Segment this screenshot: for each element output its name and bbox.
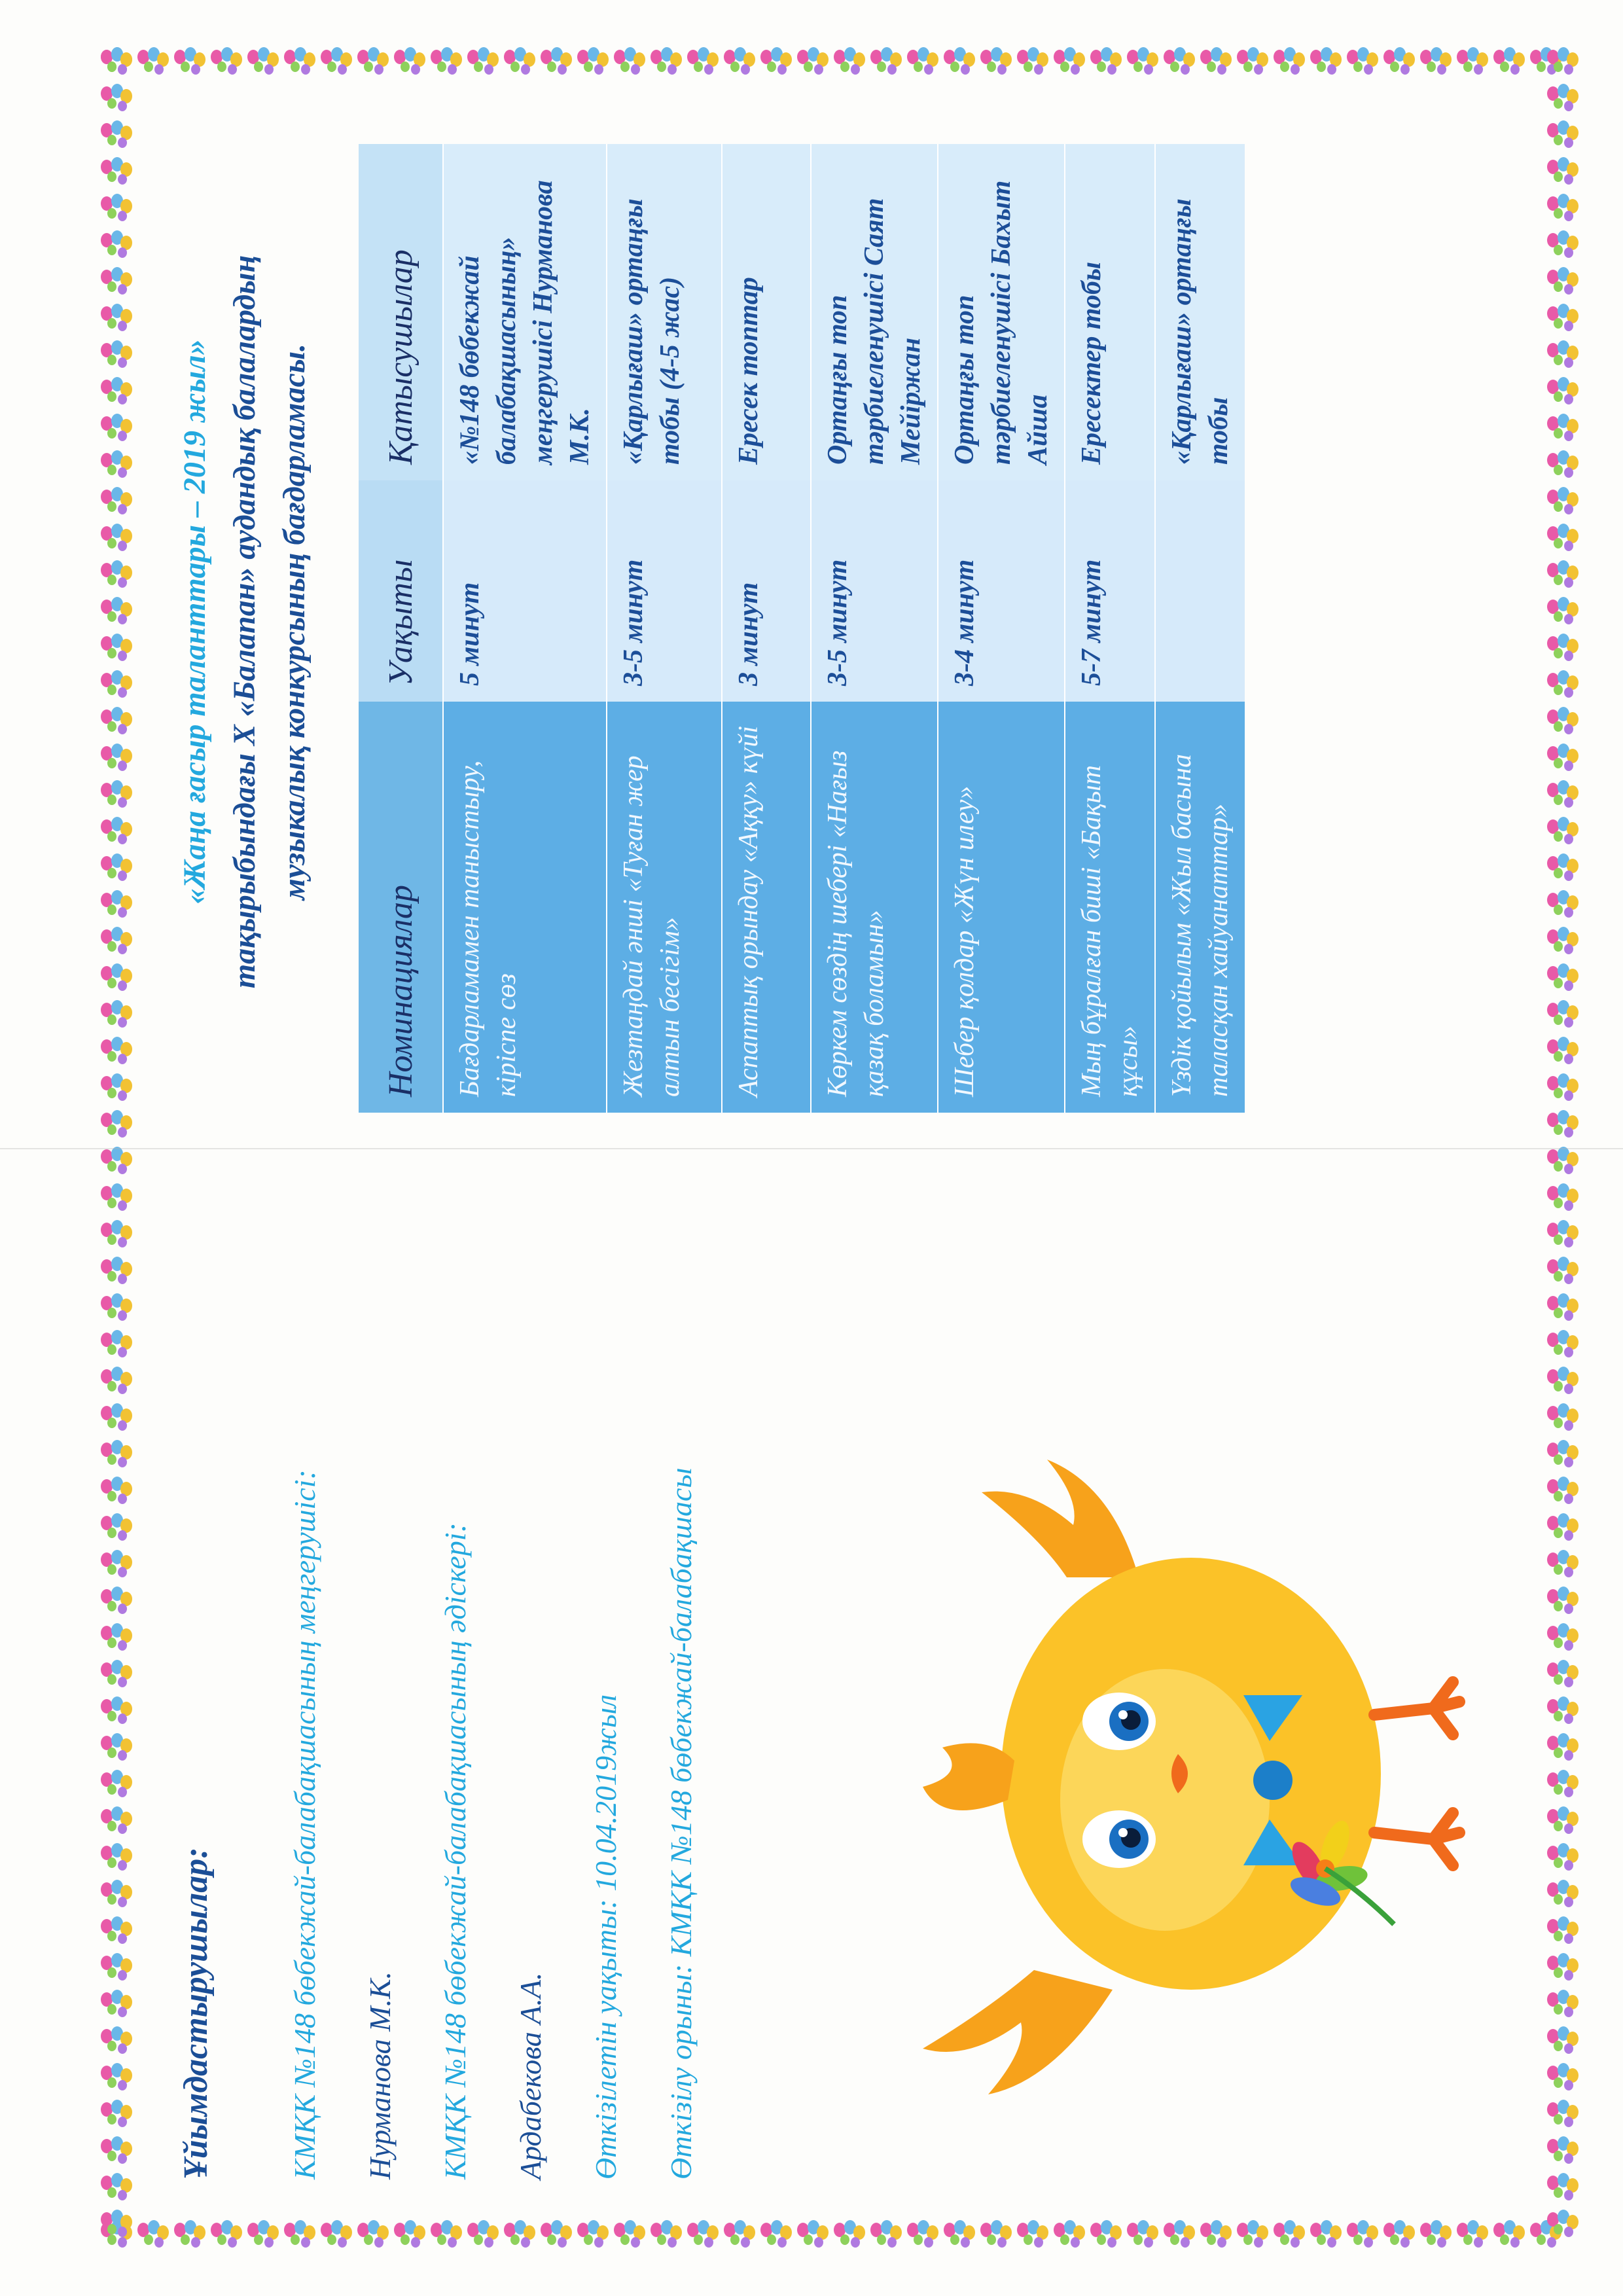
- balloon-border-icon: [721, 46, 758, 82]
- balloon-border-icon: [1491, 46, 1527, 82]
- balloon-border-icon: [465, 2219, 501, 2255]
- balloon-border-icon: [1544, 1805, 1581, 1842]
- event-venue: Өткізілу орыны: КМҚК №148 бөбекжай-балабақшасы: [664, 1467, 698, 2179]
- cell-nomination: Үздік қойылым «Жыл басына таласқан хайуанаттар»: [1155, 702, 1245, 1113]
- balloon-border-icon: [538, 2219, 575, 2255]
- balloon-border-icon: [428, 2219, 465, 2255]
- balloon-border-icon: [868, 46, 904, 82]
- cell-time: 3-5 минут: [811, 480, 938, 702]
- balloon-border-icon: [98, 376, 135, 412]
- balloon-border-icon: [1418, 46, 1454, 82]
- balloon-border-icon: [685, 46, 721, 82]
- balloon-border-icon: [1308, 2219, 1344, 2255]
- cell-nomination: Мың бұралған биші «Бақыт құсы»: [1065, 702, 1155, 1113]
- balloon-border-icon: [758, 46, 794, 82]
- balloon-border-icon: [98, 1585, 135, 1622]
- balloon-border-right: [1544, 46, 1584, 2258]
- balloon-border-icon: [648, 46, 685, 82]
- balloon-border-icon: [98, 1109, 135, 1145]
- balloon-border-icon: [794, 46, 831, 82]
- balloon-border-icon: [1544, 1768, 1581, 1805]
- balloon-border-icon: [1544, 1549, 1581, 1585]
- balloon-border-icon: [648, 2219, 685, 2255]
- balloon-border-icon: [1051, 46, 1088, 82]
- cell-time: 5-7 минут: [1065, 480, 1155, 702]
- balloon-border-icon: [1544, 706, 1581, 742]
- balloon-border-icon: [245, 46, 281, 82]
- balloon-border-icon: [98, 1475, 135, 1512]
- balloon-border-icon: [171, 2219, 208, 2255]
- program-table: [359, 144, 1245, 1113]
- balloon-border-icon: [208, 2219, 245, 2255]
- balloon-border-icon: [1544, 1035, 1581, 1072]
- cell-participants: Ортаңғы топ тәрбиеленушісі Бахыт Айша: [938, 144, 1065, 480]
- balloon-border-icon: [98, 779, 135, 816]
- balloon-border-icon: [98, 46, 135, 82]
- balloon-border-icon: [1544, 999, 1581, 1035]
- balloon-border-icon: [794, 2219, 831, 2255]
- balloon-border-icon: [1124, 2219, 1161, 2255]
- balloon-border-icon: [575, 46, 611, 82]
- balloon-border-icon: [318, 46, 355, 82]
- balloon-border-icon: [1014, 2219, 1051, 2255]
- balloon-border-icon: [98, 1695, 135, 1732]
- balloon-border-icon: [721, 2219, 758, 2255]
- cell-time: 3-4 минут: [938, 480, 1065, 702]
- balloon-border-icon: [1544, 1622, 1581, 1659]
- cell-nomination: Жезтаңдай әнші «Туған жер алтын бесігім»: [607, 702, 722, 1113]
- program-title: [157, 131, 319, 1113]
- balloon-border-icon: [1198, 46, 1234, 82]
- cell-participants: Ересек топтар: [722, 144, 811, 480]
- balloon-border-icon: [1544, 1695, 1581, 1732]
- balloon-border-icon: [1088, 2219, 1124, 2255]
- balloon-border-icon: [1544, 522, 1581, 559]
- balloon-border-icon: [831, 46, 868, 82]
- balloon-border-icon: [1544, 925, 1581, 962]
- balloon-border-icon: [978, 2219, 1014, 2255]
- balloon-border-icon: [1544, 192, 1581, 229]
- balloon-border-icon: [98, 1659, 135, 1695]
- balloon-border-icon: [98, 2172, 135, 2208]
- balloon-border-icon: [98, 1842, 135, 1878]
- balloon-border-icon: [98, 1329, 135, 1365]
- balloon-border-icon: [98, 1292, 135, 1329]
- balloon-border-icon: [1544, 119, 1581, 156]
- balloon-border-icon: [281, 2219, 318, 2255]
- header-nominations: Номинациялар: [359, 702, 443, 1113]
- balloon-border-icon: [1544, 302, 1581, 339]
- balloon-border-icon: [1544, 1878, 1581, 1915]
- organizer-role-methodist: КМҚК №148 бөбекжай-балабақшасының әдіскері:: [438, 1522, 472, 2179]
- balloon-border-icon: [1088, 46, 1124, 82]
- balloon-border-icon: [355, 2219, 391, 2255]
- balloon-border-icon: [1544, 1292, 1581, 1329]
- balloon-border-icon: [318, 2219, 355, 2255]
- balloon-border-icon: [1544, 559, 1581, 596]
- balloon-border-icon: [1234, 2219, 1271, 2255]
- balloon-border-icon: [1308, 46, 1344, 82]
- balloon-border-icon: [1544, 1145, 1581, 1182]
- balloon-border-icon: [98, 229, 135, 266]
- balloon-border-top: [98, 46, 1584, 85]
- event-date: Өткізілетін уақыты: 10.04.2019жыл: [589, 1694, 622, 2179]
- balloon-border-icon: [1454, 46, 1491, 82]
- balloon-border-icon: [831, 2219, 868, 2255]
- balloon-border-icon: [98, 1255, 135, 1292]
- balloon-border-icon: [428, 46, 465, 82]
- balloon-border-icon: [1544, 1439, 1581, 1475]
- balloon-border-icon: [98, 1072, 135, 1109]
- table-row: [938, 144, 1065, 1113]
- balloon-border-icon: [1344, 2219, 1381, 2255]
- balloon-border-icon: [1271, 2219, 1308, 2255]
- balloon-border-icon: [1544, 1109, 1581, 1145]
- balloon-border-icon: [98, 1915, 135, 1952]
- balloon-border-icon: [1271, 46, 1308, 82]
- balloon-border-icon: [1544, 889, 1581, 925]
- balloon-border-icon: [135, 2219, 171, 2255]
- header-time: Уақыты: [359, 480, 443, 702]
- balloon-border-icon: [98, 1549, 135, 1585]
- balloon-border-icon: [1544, 156, 1581, 192]
- cell-participants: Ересектер тобы: [1065, 144, 1155, 480]
- balloon-border-icon: [1051, 2219, 1088, 2255]
- balloon-border-icon: [1491, 2219, 1527, 2255]
- balloon-border-icon: [281, 46, 318, 82]
- balloon-border-icon: [1544, 1842, 1581, 1878]
- balloon-border-icon: [245, 2219, 281, 2255]
- balloon-border-icon: [868, 2219, 904, 2255]
- balloon-border-icon: [1544, 742, 1581, 779]
- chick-right-foot: [1374, 1682, 1459, 1734]
- balloon-border-icon: [941, 46, 978, 82]
- balloon-border-icon: [1381, 46, 1418, 82]
- balloon-border-bottom: [98, 2219, 1584, 2258]
- balloon-border-icon: [1544, 1512, 1581, 1549]
- balloon-border-icon: [208, 46, 245, 82]
- balloon-border-icon: [1234, 46, 1271, 82]
- balloon-border-icon: [98, 816, 135, 852]
- balloon-border-icon: [1544, 1659, 1581, 1695]
- balloon-border-icon: [98, 1219, 135, 1255]
- balloon-border-icon: [1544, 632, 1581, 669]
- balloon-border-icon: [98, 1182, 135, 1219]
- balloon-border-icon: [1418, 2219, 1454, 2255]
- balloon-border-icon: [1544, 376, 1581, 412]
- balloon-border-icon: [135, 46, 171, 82]
- cell-participants: «Қарлығаш» ортаңғы тобы (4-5 жас): [607, 144, 722, 480]
- balloon-border-icon: [1124, 46, 1161, 82]
- balloon-border-icon: [1544, 266, 1581, 302]
- balloon-border-icon: [98, 412, 135, 449]
- balloon-border-icon: [1014, 46, 1051, 82]
- balloon-border-icon: [978, 46, 1014, 82]
- chick-tuft: [923, 1743, 1014, 1810]
- balloon-border-icon: [1544, 669, 1581, 706]
- balloon-border-icon: [98, 2135, 135, 2172]
- table-row: [1065, 144, 1155, 1113]
- balloon-border-icon: [1161, 46, 1198, 82]
- balloon-border-icon: [1544, 2062, 1581, 2098]
- balloon-border-icon: [98, 925, 135, 962]
- balloon-border-icon: [98, 632, 135, 669]
- balloon-border-icon: [501, 46, 538, 82]
- balloon-border-icon: [575, 2219, 611, 2255]
- balloon-border-icon: [904, 46, 941, 82]
- balloon-border-icon: [98, 962, 135, 999]
- chick-illustration: [772, 1420, 1492, 2140]
- balloon-border-icon: [98, 559, 135, 596]
- cell-participants: Ортаңғы топ тәрбиеленушісі Саят Мейіржан: [811, 144, 938, 480]
- balloon-border-icon: [904, 2219, 941, 2255]
- table-row: [811, 144, 938, 1113]
- balloon-border-icon: [1544, 2208, 1581, 2245]
- balloon-border-icon: [98, 596, 135, 632]
- balloon-border-icon: [1544, 2135, 1581, 2172]
- balloon-border-icon: [98, 1035, 135, 1072]
- balloon-border-icon: [98, 1365, 135, 1402]
- balloon-border-icon: [1544, 1219, 1581, 1255]
- balloon-border-icon: [98, 1952, 135, 1988]
- cell-nomination: Бағдарламамен таныстыру, кіріспе сөз: [443, 702, 607, 1113]
- balloon-border-icon: [1544, 2098, 1581, 2135]
- balloon-border-icon: [98, 302, 135, 339]
- balloon-border-icon: [1544, 1988, 1581, 2025]
- balloon-border-icon: [758, 2219, 794, 2255]
- balloon-border-icon: [98, 2098, 135, 2135]
- balloon-border-icon: [391, 46, 428, 82]
- balloon-border-icon: [98, 119, 135, 156]
- balloon-border-icon: [98, 339, 135, 376]
- balloon-border-icon: [98, 1732, 135, 1768]
- balloon-border-icon: [611, 2219, 648, 2255]
- balloon-border-icon: [1544, 1402, 1581, 1439]
- cell-nomination: Көркем сөздің шебері «Нағыз қазақ боламын»: [811, 702, 938, 1113]
- cell-nomination: Шебер қолдар «Жүн илеу»: [938, 702, 1065, 1113]
- balloon-border-icon: [98, 1439, 135, 1475]
- balloon-border-icon: [1544, 82, 1581, 119]
- balloon-border-icon: [1544, 46, 1581, 82]
- balloon-border-icon: [1544, 486, 1581, 522]
- balloon-border-icon: [941, 2219, 978, 2255]
- balloon-border-icon: [1544, 1329, 1581, 1365]
- balloon-border-icon: [98, 192, 135, 229]
- organizer-role-head: КМҚК №148 бөбекжай-балабақшасының меңгерушісі:: [288, 1469, 321, 2179]
- balloon-border-icon: [1544, 816, 1581, 852]
- balloon-border-icon: [98, 1512, 135, 1549]
- cell-time: 3-5 минут: [607, 480, 722, 702]
- table-row: [1155, 144, 1245, 1113]
- balloon-border-icon: [1544, 1475, 1581, 1512]
- chick-left-wing: [923, 1970, 1113, 2094]
- program-title-line3: музыкалық конкурсының бағдарламасы.: [277, 343, 312, 901]
- header-participants: Қатысушылар: [359, 144, 443, 480]
- balloon-border-icon: [1544, 1365, 1581, 1402]
- balloon-border-icon: [98, 2208, 135, 2245]
- cell-nomination: Аспаптық орындау «Аққу» күйі: [722, 702, 811, 1113]
- balloon-border-icon: [501, 2219, 538, 2255]
- balloon-border-icon: [98, 1878, 135, 1915]
- organizer-name-methodist: Ардабекова А.А.: [514, 1972, 547, 2179]
- balloon-border-icon: [685, 2219, 721, 2255]
- program-panel: [157, 131, 1400, 1113]
- table-row: [443, 144, 607, 1113]
- balloon-border-icon: [98, 1805, 135, 1842]
- program-title-line2: тақырыбындағы X «Балапан» аудандық балалардың: [227, 255, 262, 989]
- organizer-name-head: Нурманова М.К.: [363, 1971, 397, 2179]
- cell-time: [1155, 480, 1245, 702]
- balloon-border-icon: [1544, 2025, 1581, 2062]
- balloon-border-icon: [1544, 412, 1581, 449]
- balloon-border-icon: [98, 706, 135, 742]
- cell-participants: «Қарлығаш» ортаңғы тобы: [1155, 144, 1245, 480]
- balloon-border-icon: [1544, 1915, 1581, 1952]
- balloon-border-icon: [1544, 852, 1581, 889]
- balloon-border-icon: [98, 669, 135, 706]
- balloon-border-icon: [98, 2025, 135, 2062]
- balloon-border-icon: [1544, 1072, 1581, 1109]
- table-row: [607, 144, 722, 1113]
- balloon-border-icon: [355, 46, 391, 82]
- organizers-heading: Ұйымдастырушылар:: [177, 1847, 215, 2179]
- chick-right-wing: [982, 1460, 1139, 1577]
- balloon-border-icon: [98, 1402, 135, 1439]
- balloon-border-icon: [1544, 962, 1581, 999]
- balloon-border-icon: [98, 742, 135, 779]
- balloon-border-icon: [538, 46, 575, 82]
- balloon-border-icon: [1454, 2219, 1491, 2255]
- balloon-border-icon: [465, 46, 501, 82]
- balloon-border-icon: [1544, 339, 1581, 376]
- balloon-border-icon: [611, 46, 648, 82]
- chick-left-foot: [1374, 1813, 1459, 1865]
- cell-participants: «№148 бөбекжай балабақшасының» меңгерушісі Нурманова М.К.: [443, 144, 607, 480]
- balloon-border-icon: [98, 2062, 135, 2098]
- balloon-border-icon: [1198, 2219, 1234, 2255]
- balloon-border-icon: [1544, 1732, 1581, 1768]
- balloon-border-icon: [98, 889, 135, 925]
- balloon-border-icon: [98, 156, 135, 192]
- balloon-border-icon: [1544, 779, 1581, 816]
- balloon-border-icon: [98, 449, 135, 486]
- balloon-border-icon: [1544, 596, 1581, 632]
- balloon-border-icon: [1344, 46, 1381, 82]
- balloon-border-icon: [1381, 2219, 1418, 2255]
- program-title-line1: «Жаңа ғасыр таланттары – 2019 жыл»: [177, 339, 212, 905]
- balloon-border-icon: [1544, 1952, 1581, 1988]
- cell-time: 3 минут: [722, 480, 811, 702]
- table-row: [722, 144, 811, 1113]
- balloon-border-icon: [391, 2219, 428, 2255]
- balloon-border-icon: [98, 999, 135, 1035]
- balloon-border-icon: [1161, 2219, 1198, 2255]
- balloon-border-icon: [98, 266, 135, 302]
- page-fold-line: [0, 1148, 1623, 1149]
- balloon-border-icon: [171, 46, 208, 82]
- balloon-border-icon: [1544, 2172, 1581, 2208]
- balloon-border-left: [98, 46, 137, 2258]
- balloon-border-icon: [98, 1145, 135, 1182]
- balloon-border-icon: [98, 82, 135, 119]
- balloon-border-icon: [1544, 1182, 1581, 1219]
- balloon-border-icon: [1544, 1585, 1581, 1622]
- balloon-border-icon: [98, 852, 135, 889]
- balloon-border-icon: [98, 486, 135, 522]
- balloon-border-icon: [98, 1988, 135, 2025]
- balloon-border-icon: [1544, 229, 1581, 266]
- balloon-border-icon: [1544, 1255, 1581, 1292]
- balloon-border-icon: [98, 1768, 135, 1805]
- balloon-border-icon: [98, 522, 135, 559]
- cell-time: 5 минут: [443, 480, 607, 702]
- balloon-border-icon: [98, 1622, 135, 1659]
- balloon-border-icon: [1544, 449, 1581, 486]
